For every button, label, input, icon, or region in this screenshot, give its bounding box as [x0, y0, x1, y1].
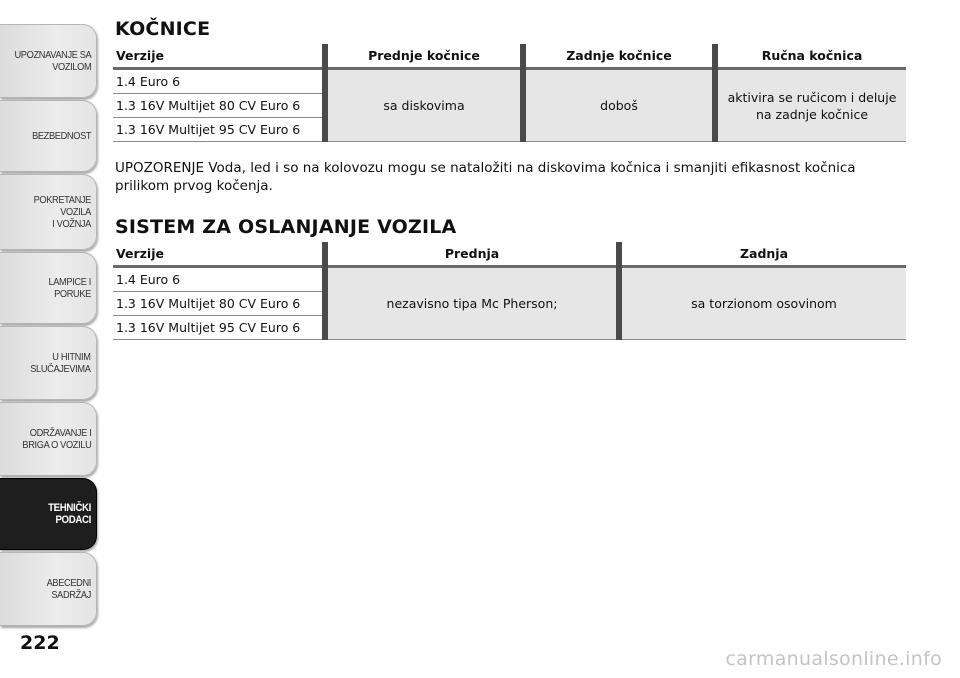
column-header: Zadnje kočnice	[523, 44, 715, 69]
tab-bezbednost[interactable]	[0, 100, 97, 172]
tab-label: LAMPICE I PORUKE	[48, 276, 91, 300]
tab-u-hitnim-slucajevima[interactable]	[0, 326, 97, 400]
rear-suspension-cell: sa torzionom osovinom	[619, 267, 906, 340]
warning-text: UPOZORENJE Voda, led i so na kolovozu mogu se nataložiti na diskovima kočnica i smanjiti efikasnost kočnica prilikom prvog kočenja.	[115, 160, 856, 194]
tab-lampice-i-poruke[interactable]	[0, 252, 97, 324]
table-row	[113, 267, 906, 292]
version-cell: 1.4 Euro 6	[113, 267, 325, 292]
handbrake-cell: aktivira se ručicom i deluje na zadnje kočnice	[715, 69, 906, 142]
tab-tehnicki-podaci[interactable]	[0, 478, 97, 550]
suspension-table	[113, 242, 906, 340]
version-cell: 1.3 16V Multijet 80 CV Euro 6	[113, 292, 325, 316]
tab-label: TEHNIČKI PODACI	[48, 502, 91, 526]
version-cell: 1.3 16V Multijet 95 CV Euro 6	[113, 316, 325, 340]
column-header: Verzije	[113, 242, 325, 267]
tab-upoznavanje-sa-vozilom[interactable]	[0, 24, 97, 98]
column-header: Prednje kočnice	[325, 44, 523, 69]
chapter-tab-sidebar	[0, 0, 100, 678]
brakes-title: KOČNICE	[115, 18, 211, 40]
table-header-row	[113, 242, 906, 267]
watermark: carmanualsonline.info	[725, 648, 942, 670]
tab-label: ABECEDNI SADRŽAJ	[46, 577, 91, 601]
column-header: Prednja	[325, 242, 619, 267]
tab-label: ODRŽAVANJE I BRIGA O VOZILU	[21, 427, 91, 451]
front-suspension-cell: nezavisno tipa Mc Pherson;	[325, 267, 619, 340]
table-header-row	[113, 44, 906, 69]
tab-label: BEZBEDNOST	[31, 130, 91, 142]
column-header: Ručna kočnica	[715, 44, 906, 69]
column-header: Verzije	[113, 44, 325, 69]
front-brakes-cell: sa diskovima	[325, 69, 523, 142]
version-cell: 1.4 Euro 6	[113, 69, 325, 94]
tab-pokretanje-vozila[interactable]	[0, 174, 97, 250]
version-cell: 1.3 16V Multijet 80 CV Euro 6	[113, 94, 325, 118]
tab-label: POKRETANJE VOZILA I VOŽNJA	[33, 194, 91, 230]
table-row	[113, 69, 906, 94]
tab-label: UPOZNAVANJE SA VOZILOM	[14, 49, 91, 73]
suspension-title: SISTEM ZA OSLANJANJE VOZILA	[115, 216, 457, 238]
tab-abecedni-sadrzaj[interactable]	[0, 552, 97, 626]
rear-brakes-cell: doboš	[523, 69, 715, 142]
tab-label: U HITNIM SLUČAJEVIMA	[30, 351, 91, 375]
tab-odrzavanje-i-briga[interactable]	[0, 402, 97, 476]
column-header: Zadnja	[619, 242, 906, 267]
page-number: 222	[20, 632, 60, 654]
brakes-table	[113, 44, 906, 142]
version-cell: 1.3 16V Multijet 95 CV Euro 6	[113, 118, 325, 142]
